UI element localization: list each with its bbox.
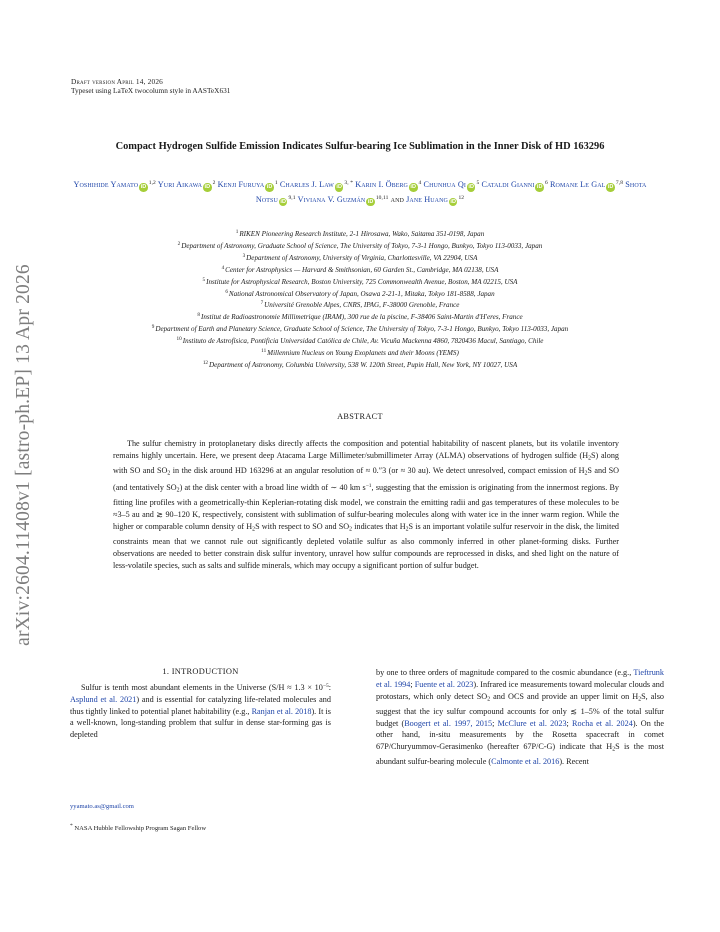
affiliation-text: RIKEN Pioneering Research Institute, 2-1 Hirosawa, Wako, Saitama 351-0198, Japan [239, 230, 485, 238]
orcid-icon[interactable]: iD [450, 198, 457, 205]
affiliation-text: National Astronomical Observatory of Japan, Osawa 2-21-1, Mitaka, Tokyo 181-8588, Japan [228, 289, 495, 298]
author-name[interactable]: Kenji Furuya [217, 180, 265, 189]
abstract-heading: ABSTRACT [337, 412, 383, 421]
affiliation-text: Institut de Radioastronomie Millimetrique (IRAM), 300 rue de la piscine, F-38406 Saint-Martin d'H'eres, France [200, 313, 523, 322]
affiliation-text: Department of Astronomy, University of Virginia, Charlottesville, VA 22904, USA [246, 253, 478, 262]
author-affiliation-mark: 6 [544, 180, 548, 186]
affiliation-line [60, 228, 660, 240]
affiliation-line [60, 288, 660, 300]
author-affiliation-mark: 2 [212, 180, 216, 186]
orcid-icon[interactable]: iD [607, 184, 614, 190]
author-name[interactable]: Karin I. Öberg [355, 180, 408, 189]
author-name[interactable]: Cataldi Gianni [481, 180, 535, 189]
citation-link[interactable]: Tieftrunk et al. 1994 [376, 668, 664, 689]
affiliation-line [60, 335, 660, 347]
author-affiliation-mark: 3, * [344, 180, 354, 186]
author-name[interactable]: Chunhua Qi [423, 180, 466, 189]
author-affiliation-mark: 1 [274, 180, 278, 186]
author-name[interactable]: Jane Huang [406, 194, 448, 204]
affiliation-number: 10 [176, 336, 182, 343]
intro-paragraph-1: Sulfur is tenth most abundant elements in the Universe ($S/H \approx 1.3 \times 10^{-5}$: Asplund et al. 2021) and is essential for catalyzing life-related molecules and thus tightly linked to potential planet habitability (e.g., Ranjan et al. 2018). It is a well-known, long-standing problem that sulfur in dense star-forming gas is depleted [70, 683, 331, 739]
author-name[interactable]: Charles J. Law [279, 180, 334, 189]
affiliation-line [60, 299, 660, 311]
citation-link[interactable]: Rocha et al. 2024 [572, 718, 633, 728]
author-list [70, 177, 650, 206]
corresponding-email-link[interactable]: yyamato.as@gmail.com [70, 802, 134, 810]
fellowship-footnote: * NASA Hubble Fellowship Program Sagan Fellow [70, 822, 207, 832]
citation-link[interactable]: Ranjan et al. 2018 [251, 706, 312, 716]
typeset-line: Typeset using LaTeX twocolumn style in AASTeX631 [71, 86, 231, 96]
affiliation-text: Millennium Nucleus on Young Exoplanets and their Moons (YEMS) [267, 349, 459, 358]
author-entry [280, 180, 353, 189]
paper-title: Compact Hydrogen Sulfide Emission Indicates Sulfur-bearing Ice Sublimation in the Inner Disk of HD 163296 [115, 141, 605, 152]
affiliation-number: 4 [221, 264, 225, 271]
right-column [376, 667, 664, 768]
citation-link[interactable]: Boogert et al. 1997, 2015 [404, 718, 493, 728]
author-conjunction: and [390, 194, 404, 204]
affiliation-line [60, 264, 660, 276]
author-name[interactable]: Yuri Aikawa [157, 180, 203, 189]
affiliation-text: Department of Astronomy, Graduate School of Science, The University of Tokyo, 7-3-1 Hongo, Bunkyo, Tokyo 113-0033, Japan [181, 241, 543, 250]
affiliation-number: 11 [261, 348, 267, 355]
author-affiliation-mark: 9,1 [288, 194, 296, 201]
citation-link[interactable]: Asplund et al. 2021 [70, 694, 137, 704]
orcid-icon[interactable]: iD [266, 184, 273, 190]
author-affiliation-mark: 5 [476, 180, 480, 186]
affiliation-number: 8 [197, 312, 200, 319]
affiliation-line [60, 359, 660, 371]
affiliation-text: Instituto de Astrofísica, Pontificia Universidad Católica de Chile, Av. Vicuña Mackenna 4860, 7820436 Macul, Santiago, Chile [182, 337, 544, 346]
orcid-icon[interactable]: iD [536, 184, 543, 190]
affiliation-line [60, 240, 660, 252]
author-name[interactable]: Viviana V. Guzmán [297, 194, 366, 204]
author-affiliation-mark: 12 [458, 194, 465, 201]
author-entry [158, 180, 216, 189]
preprint-header [71, 77, 230, 96]
orcid-icon[interactable]: iD [336, 184, 343, 190]
citation-link[interactable]: McClure et al. 2023 [497, 718, 567, 728]
affiliation-number: 12 [202, 359, 208, 366]
arxiv-stamp-text: arXiv:2604.11408v1 [astro-ph.EP] 13 Apr 2026 [13, 264, 35, 646]
author-affiliation-mark: 1,2 [148, 180, 156, 186]
orcid-icon[interactable]: iD [204, 184, 211, 190]
author-entry [298, 195, 389, 204]
affiliation-line [60, 347, 660, 359]
orcid-icon[interactable]: iD [468, 184, 475, 190]
footnotes [70, 801, 331, 835]
author-entry [406, 195, 464, 204]
author-name[interactable]: Shota Notsu [255, 180, 647, 204]
affiliation-text: Université Grenoble Alpes, CNRS, IPAG, F-38000 Grenoble, France [264, 301, 460, 310]
affiliation-number: 6 [225, 288, 228, 295]
affiliation-number: 2 [177, 240, 181, 247]
author-affiliation-mark: 10,11 [375, 194, 389, 201]
orcid-icon[interactable]: iD [280, 198, 287, 205]
citation-link[interactable]: Calmonte et al. 2016 [491, 757, 560, 767]
citation-link[interactable]: Fuente et al. 2023 [414, 679, 474, 689]
abstract-text: The sulfur chemistry in protoplanetary disks directly affects the composition and potential habitability of nascent planets, but its volatile inventory remains highly uncertain. Here, we present deep Atacama Large Millimeter/submillimeter Array (ALMA) observations of hydrogen sulfide $(H_2S)$ along with SO and $SO_2$ in the disk around HD 163296 at an angular resolution of ≈ 0.″3 (or ≈ 30 au). We detect unresolved, compact emission of $H_2S$ and SO (and tentatively $SO_2$) at the disk center with a broad line width of ∼ 40 km $s^{-1}$, suggesting that the emission is originating from the innermost regions. By fitting line profiles with a geometrically-thin Keplerian-rotating disk model, we constrain the emitting radii and gas temperatures of these molecules to be ≈3–5 au and ≳ 90–120 K, respectively, consistent with sublimation of sulfur-bearing molecules along with water ice in the inner warm region. While the higher or comparable column density of $H_2S$ with respect to SO and $SO_2$ indicates that $H_2S$ is an important volatile sulfur reservoir in the disk, the limited constraints mean that we cannot rule out significantly depleted volatile sulfur as also commonly inferred in other planet-forming disks. Further observations are needed to better constrain disk sulfur inventory, unravel how sulfur compounds are reprocessed in disks, and shed light on the nature of less-volatile species, such as salts and sulfide minerals, which may occupy a significant portion of sulfur budget. [113, 439, 620, 570]
author-name[interactable]: Romane Le Gal [549, 180, 606, 189]
affiliation-line [60, 311, 660, 323]
section-heading-introduction: 1. INTRODUCTION [162, 667, 239, 676]
author-entry [550, 180, 623, 189]
affiliation-number: 1 [235, 229, 239, 235]
author-entry [424, 180, 480, 189]
author-affiliation-mark: 4 [418, 180, 422, 186]
author-affiliation-mark: 7,8 [615, 180, 624, 186]
author-entry [355, 180, 421, 189]
author-name[interactable]: Yoshihide Yamato [73, 180, 139, 189]
affiliation-text: Institute for Astrophysical Research, Boston University, 725 Commonwealth Avenue, Boston, MA 02215, USA [206, 277, 518, 286]
affiliation-text: Department of Astronomy, Columbia University, 538 W. 120th Street, Pupin Hall, New York, NY 10027, USA [209, 360, 518, 369]
affiliation-line [60, 252, 660, 264]
orcid-icon[interactable]: iD [367, 198, 374, 205]
intro-paragraph-1-continued: by one to three orders of magnitude compared to the cosmic abundance (e.g., Tieftrunk et al. 1994; Fuente et al. 2023). Infrared ice measurements toward molecular clouds and protostars, which only detect $SO_2$ and OCS and provide an upper limit on $H_2S$, also suggest that the icy sulfur compound accounts for only ≲ 1–5% of the total sulfur budget (Boogert et al. 1997, 2015; McClure et al. 2023; Rocha et al. 2024). On the other hand, in-situ measurements by the Rosetta spacecraft in comet 67P/Churyummov-Gerasimenko (hereafter 67P/C-G) indicate that $H_2S$ is the most abundant sulfur-bearing molecule (Calmonte et al. 2016). Recent [376, 668, 665, 767]
affiliation-text: Center for Astrophysics — Harvard & Smithsonian, 60 Garden St., Cambridge, MA 02138, USA [225, 265, 499, 274]
author-entry [73, 180, 155, 189]
affiliation-number: 3 [242, 252, 246, 259]
affiliation-text: Department of Earth and Planetary Science, Graduate School of Science, The University of Tokyo, 7-3-1 Hongo, Bunkyo, Tokyo 113-0033, Japan [155, 325, 569, 334]
affiliation-number: 9 [151, 324, 155, 331]
arxiv-stamp [2, 235, 46, 675]
affiliation-line [60, 276, 660, 288]
orcid-icon[interactable]: iD [140, 184, 147, 190]
affiliation-number: 7 [260, 300, 264, 307]
author-entry [481, 180, 547, 189]
draft-version-label: Draft version April 14, 2026 [71, 77, 164, 86]
affiliation-list [60, 228, 660, 371]
orcid-icon[interactable]: iD [410, 184, 417, 190]
left-column [70, 667, 331, 835]
affiliation-line [60, 323, 660, 335]
affiliation-number: 5 [202, 276, 206, 283]
author-entry [218, 180, 278, 189]
